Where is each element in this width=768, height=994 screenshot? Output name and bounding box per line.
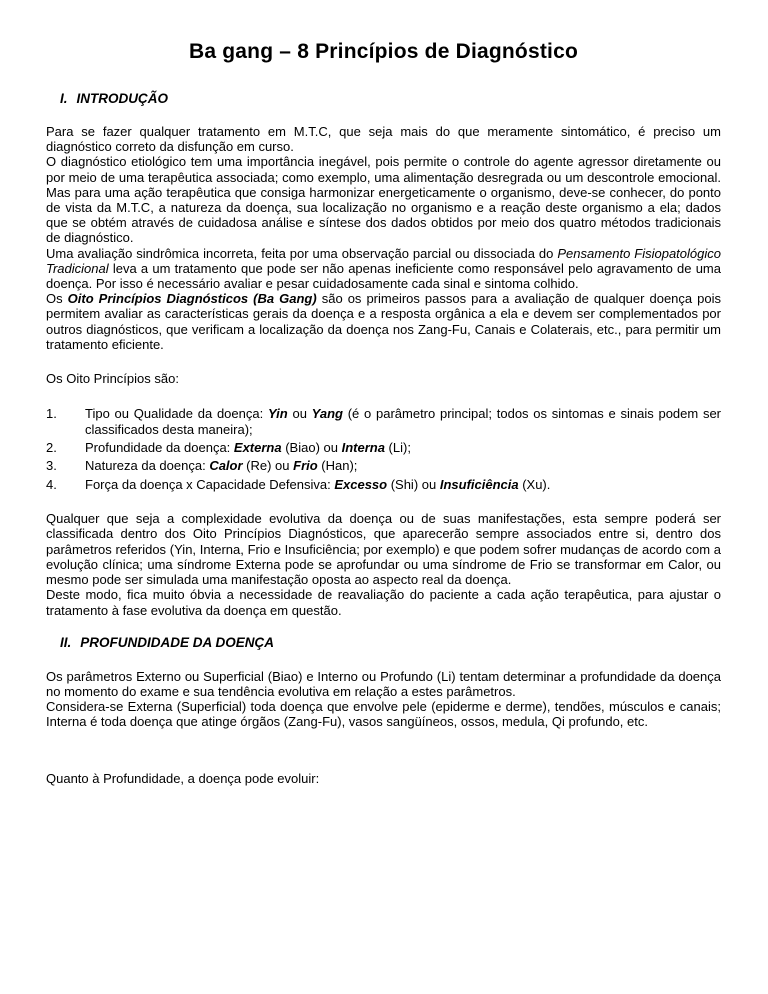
paragraph-avaliacao-sindromica: Uma avaliação sindrômica incorreta, feita por uma observação parcial ou dissociada do Pensamento Fisiopatológico Tradicional leva a um tratamento que pode ser não apenas ineficiente como responsável pelo agravamento de uma doença. Por isso é necessário avaliar e pesar cuidadosamente cada sinal e sintoma colhido. xyxy=(46,245,721,292)
section-label: INTRODUÇÃO xyxy=(76,91,169,106)
paragraph-complexidade-evolutiva: Qualquer que seja a complexidade evolutiva da doença ou de suas manifestações, esta sempre poderá ser classificada dentro dos Oito Princípios Diagnósticos, que aparecerão sempre associados entre si, dentro dos parâmetros referidos (Yin, Interna, Frio e Insuficiência; por exemplo) e que podem sofrer mudanças de acordo com a evolução clínica; uma síndrome Externa pode se aprofundar ou uma síndrome de Frio se transformar em Calor, ou mesmo pode ser simulada uma manifestação oposta ao aspecto real da doença. xyxy=(46,511,721,588)
list-item-text: Tipo ou Qualidade da doença: Yin ou Yang (é o parâmetro principal; todos os sintomas e sinais podem ser classificados desta maneira); xyxy=(85,406,722,437)
section-number: II. xyxy=(60,634,72,650)
section-label: PROFUNDIDADE DA DOENÇA xyxy=(80,634,275,650)
list-item-profundidade xyxy=(46,440,721,455)
list-item-text: Profundidade da doença: Externa (Biao) ou Interna (Li); xyxy=(85,440,411,456)
list-item-number: 3. xyxy=(46,458,57,474)
paragraph-externa-interna: Considera-se Externa (Superficial) toda doença que envolve pele (epiderme e derme), tendões, músculos e canais; Interna é toda doença que atinge órgãos (Zang-Fu), vasos sangüíneos, ossos, medula, Qi profundo, etc. xyxy=(46,699,721,730)
list-item-tipo-qualidade xyxy=(46,406,721,437)
list-item-text: Força da doença x Capacidade Defensiva: Excesso (Shi) ou Insuficiência (Xu). xyxy=(85,476,551,492)
section-number: I. xyxy=(60,91,68,106)
paragraph-parametros-biao-li: Os parâmetros Externo ou Superficial (Biao) e Interno ou Profundo (Li) tentam determinar a profundidade da doença no momento do exame e sua tendência evolutiva em relação a estes parâmetros. xyxy=(46,668,721,699)
list-item-number: 1. xyxy=(46,406,57,422)
paragraph-tratamento-mtc: Para se fazer qualquer tratamento em M.T.C, que seja mais do que meramente sintomático, é preciso um diagnóstico correto da disfunção em curso. xyxy=(46,124,721,155)
paragraph-principios-lead: Os Oito Princípios são: xyxy=(46,371,179,387)
document-title: Ba gang – 8 Princípios de Diagnóstico xyxy=(189,40,578,63)
section-heading-introducao xyxy=(46,91,721,106)
paragraph-evolucao-lead: Quanto à Profundidade, a doença pode evoluir: xyxy=(46,770,320,786)
list-item-forca-capacidade xyxy=(46,477,721,492)
list-item-natureza xyxy=(46,458,721,473)
paragraph-reavaliacao: Deste modo, fica muito óbvia a necessidade de reavaliação do paciente a cada ação terapêutica, para ajustar o tratamento à fase evolutiva da doença em questão. xyxy=(46,587,721,618)
principles-list xyxy=(46,406,721,492)
section-heading-profundidade xyxy=(46,635,721,650)
list-item-number: 4. xyxy=(46,476,57,492)
list-item-text: Natureza da doença: Calor (Re) ou Frio (Han); xyxy=(85,458,358,474)
list-item-number: 2. xyxy=(46,440,57,456)
paragraph-diagnostico-etiologico: O diagnóstico etiológico tem uma importância inegável, pois permite o controle do agente agressor diretamente ou por meio de uma terapêutica associada; como exemplo, uma alimentação desregrada ou um descontrole emocional. Mas para uma ação terapêutica que consiga harmonizar energeticamente o organismo, deve-se conhecer, do ponto de vista da M.T.C, a natureza da doença, sua localização no organismo e a reação deste organismo a ela; dados que se obtém através de cuidadosa análise e síntese dos dados obtidos por meio dos quatro métodos tradicionais de diagnóstico. xyxy=(46,154,721,246)
paragraph-oito-principios-ba-gang: Os Oito Princípios Diagnósticos (Ba Gang) são os primeiros passos para a avaliação de qualquer doença pois permitem avaliar as características gerais da doença e a resposta orgânica a ela e devem ser complementados por outros diagnósticos, que verificam a localização da doença nos Zang-Fu, Canais e Colaterais, etc., para permitir um tratamento eficiente. xyxy=(46,291,721,352)
